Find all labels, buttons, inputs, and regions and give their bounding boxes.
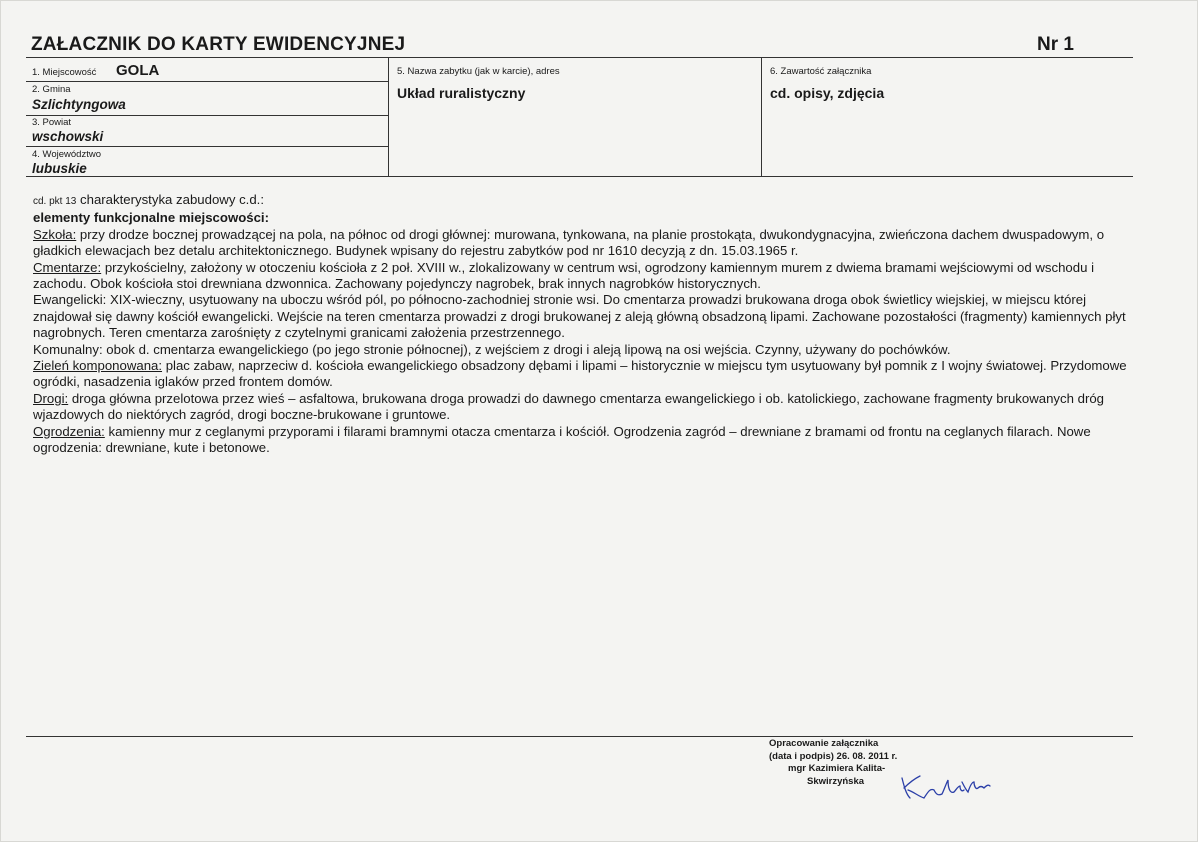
greenery-text: plac zabaw, naprzeciw d. kościoła ewangelickiego obsadzony dębami i lipami – historycznie w miejscu tym usytuowany był pomnik z I wojny światowej. Przydomowe ogródki, nasadzenia iglaków przed frontem domów. bbox=[33, 358, 1127, 390]
footer-line-surname: Skwirzyńska bbox=[807, 775, 865, 787]
intro-text: charakterystyka zabudowy c.d.: bbox=[76, 192, 264, 207]
cemetery-heading: Cmentarze: bbox=[33, 259, 102, 275]
roads-paragraph bbox=[33, 391, 1128, 424]
locality-field bbox=[26, 58, 388, 82]
district-field bbox=[26, 116, 388, 147]
evangelical-cemetery-paragraph: Ewangelicki: XIX-wieczny, usytuowany na uboczu wśród pól, po północno-zachodniej stronie wsi. Do cmentarza prowadzi brukowana droga obok świetlicy wiejskiej, w miejscu której znajdował się dawny kościół ewangelicki. Wejście na teren cmentarza prowadzi z drogi brukowanej z aleją główną obsadzoną lipami. Zachowane pozostałości (fragmenty) kamiennych płyt nagrobnych. Teren cmentarza zarośnięty z czytelnymi granicami założenia przestrzennego. bbox=[33, 292, 1126, 341]
school-paragraph bbox=[33, 227, 1128, 260]
description-body bbox=[33, 192, 1128, 457]
greenery-heading: Zieleń komponowana: bbox=[33, 358, 163, 374]
intro-line bbox=[33, 192, 1128, 210]
fences-paragraph bbox=[33, 424, 1128, 457]
greenery-paragraph bbox=[33, 358, 1128, 391]
district-value: wschowski bbox=[32, 129, 104, 144]
header-table bbox=[26, 57, 1133, 177]
roads-text: droga główna przelotowa przez wieś – asfaltowa, brukowana droga prowadzi do dawnego cmentarza ewangelickiego i ob. katolickiego, zachowane fragmenty brukowanych dróg wjazdowych do niektórych zagród, drogi boczne-brukowane i gruntowe. bbox=[33, 390, 1104, 423]
section-subtitle: elementy funkcjonalne miejscowości: bbox=[33, 210, 269, 226]
handwritten-signature bbox=[898, 768, 994, 804]
location-column bbox=[26, 58, 388, 176]
commune-field bbox=[26, 82, 388, 116]
column-divider bbox=[388, 58, 389, 176]
document-title: ZAŁACZNIK DO KARTY EWIDENCYJNEJ bbox=[31, 34, 406, 55]
signature-stroke bbox=[902, 776, 990, 798]
commune-value: Szlichtyngowa bbox=[32, 97, 126, 112]
column-divider bbox=[761, 58, 762, 176]
footer-line-date: (data i podpis) 26. 08. 2011 r. bbox=[769, 750, 898, 762]
fences-text: kamienny mur z ceglanymi przyporami i filarami bramnymi otacza cmentarza i kościół. Ogrodzenia zagród – drewniane z bramami od frontu na ceglanych filarach. Nowe ogrodzenia: drewniane, kute i betonowe. bbox=[33, 423, 1091, 456]
commune-label: 2. Gmina bbox=[32, 84, 71, 95]
footer-line-prepared: Opracowanie załącznika bbox=[769, 738, 879, 749]
monument-label: 5. Nazwa zabytku (jak w karcie), adres bbox=[397, 66, 560, 77]
locality-value: GOLA bbox=[116, 62, 160, 79]
monument-value: Układ ruralistyczny bbox=[397, 85, 526, 101]
voivodeship-label: 4. Województwo bbox=[32, 149, 101, 160]
footer-line-author: mgr Kazimiera Kalita- bbox=[788, 763, 886, 774]
municipal-cemetery-paragraph: Komunalny: obok d. cmentarza ewangelickiego (po jego stronie północnej), z wejściem z drogi i aleją lipową na osi wejścia. Czynny, używany do pochówków. bbox=[33, 341, 951, 357]
school-text: przy drodze bocznej prowadzącej na pola, na północ od drogi głównej: murowana, tynkowana, na planie prostokąta, dwukondygnacyjna, zwieńczona dachem dwuspadowym, o gładkich elewacjach bez detalu architektonicznego. Budynek wpisany do rejestru zabytków pod nr 1610 decyzją z dn. 15.03.1965 r. bbox=[33, 226, 1105, 259]
voivodeship-field bbox=[26, 147, 388, 177]
fences-heading: Ogrodzenia: bbox=[33, 423, 105, 439]
attachment-number: Nr 1 bbox=[1037, 34, 1074, 55]
school-heading: Szkoła: bbox=[33, 226, 77, 242]
locality-label: 1. Miejscowość bbox=[32, 67, 97, 78]
content-label: 6. Zawartość załącznika bbox=[770, 66, 872, 77]
cemetery-text: przykościelny, założony w otoczeniu kościoła z 2 poł. XVIII w., zlokalizowany w centrum wsi, ogrodzony kamiennym murem z dwiema bramami wejściowymi od wschodu i zachodu. Obok kościoła stoi drewniana dzwonnica. Zachowany pojedynczy nagrobek, brak innych nagrobków historycznych. bbox=[33, 259, 1095, 292]
content-value: cd. opisy, zdjęcia bbox=[770, 85, 885, 101]
roads-heading: Drogi: bbox=[33, 390, 69, 406]
author-footer bbox=[769, 738, 897, 788]
cemetery-paragraph bbox=[33, 260, 1128, 293]
bottom-rule bbox=[26, 736, 1133, 737]
intro-point-ref: cd. pkt 13 bbox=[33, 196, 77, 207]
voivodeship-value: lubuskie bbox=[32, 161, 87, 176]
district-label: 3. Powiat bbox=[32, 117, 72, 128]
